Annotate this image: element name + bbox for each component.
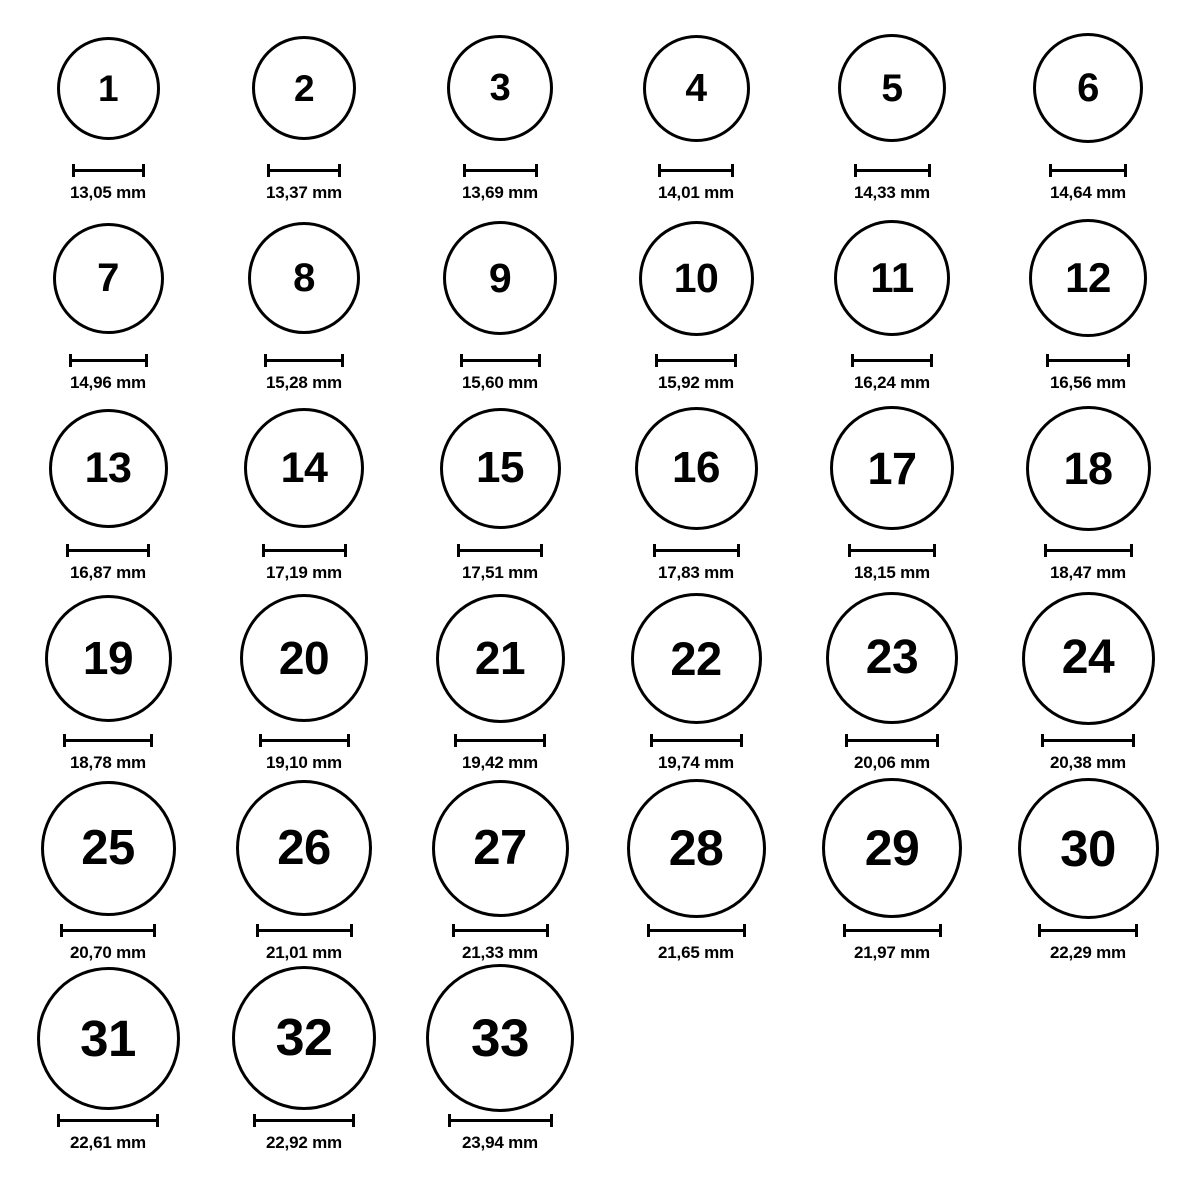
ring-size-cell bbox=[990, 394, 1186, 583]
ring-circle bbox=[826, 592, 958, 724]
diameter-label: 18,15 mm bbox=[854, 563, 930, 582]
ring-circle-wrap bbox=[1033, 14, 1143, 162]
ring-size-cell bbox=[206, 584, 402, 773]
ring-circle-wrap bbox=[53, 204, 164, 352]
ring-size-number: 7 bbox=[97, 256, 119, 300]
ring-circle bbox=[627, 779, 766, 918]
ring-circle bbox=[37, 967, 180, 1110]
diameter-label: 13,05 mm bbox=[70, 183, 146, 202]
ring-size-number: 1 bbox=[97, 67, 119, 109]
ring-size-cell bbox=[206, 14, 402, 203]
diameter-measure bbox=[69, 354, 148, 393]
diameter-label: 22,29 mm bbox=[1050, 943, 1126, 962]
ring-size-number: 21 bbox=[474, 632, 526, 684]
diameter-measure bbox=[1044, 544, 1133, 583]
caliper-icon bbox=[448, 1114, 553, 1126]
diameter-measure bbox=[650, 734, 743, 773]
diameter-measure bbox=[845, 734, 939, 773]
diameter-label: 14,33 mm bbox=[854, 183, 930, 202]
ring-size-number: 25 bbox=[81, 820, 135, 875]
caliper-icon bbox=[845, 734, 939, 746]
caliper-icon bbox=[63, 734, 153, 746]
diameter-measure bbox=[253, 1114, 355, 1153]
diameter-label: 21,97 mm bbox=[854, 943, 930, 962]
ring-circle bbox=[834, 220, 950, 336]
ring-row bbox=[10, 964, 1190, 1154]
diameter-measure bbox=[256, 924, 353, 963]
ring-circle-wrap bbox=[443, 204, 557, 352]
ring-circle-wrap bbox=[834, 204, 950, 352]
ring-circle bbox=[1026, 406, 1151, 531]
diameter-label: 17,19 mm bbox=[266, 563, 342, 582]
ring-circle-wrap bbox=[45, 584, 172, 732]
caliper-icon bbox=[264, 354, 344, 366]
ring-circle bbox=[635, 407, 758, 530]
ring-circle-wrap bbox=[440, 394, 561, 542]
ring-circle-wrap bbox=[57, 14, 160, 162]
ring-circle-wrap bbox=[1018, 774, 1159, 922]
caliper-icon bbox=[267, 164, 341, 176]
ring-circle-wrap bbox=[41, 774, 176, 922]
caliper-icon bbox=[851, 354, 933, 366]
ring-size-cell bbox=[402, 14, 598, 203]
diameter-measure bbox=[1046, 354, 1130, 393]
ring-size-cell bbox=[794, 204, 990, 393]
ring-size-cell bbox=[10, 774, 206, 963]
caliper-icon bbox=[253, 1114, 355, 1126]
ring-size-cell bbox=[206, 774, 402, 963]
ring-size-number: 32 bbox=[275, 1009, 333, 1067]
diameter-measure bbox=[60, 924, 156, 963]
caliper-icon bbox=[460, 354, 541, 366]
ring-circle bbox=[443, 221, 557, 335]
caliper-icon bbox=[647, 924, 746, 936]
ring-size-cell bbox=[990, 584, 1186, 773]
ring-size-cell bbox=[402, 584, 598, 773]
ring-circle bbox=[436, 594, 565, 723]
diameter-label: 18,78 mm bbox=[70, 753, 146, 772]
diameter-measure bbox=[262, 544, 347, 583]
ring-size-cell bbox=[794, 14, 990, 203]
ring-size-cell bbox=[598, 14, 794, 203]
ring-circle-wrap bbox=[447, 14, 553, 162]
caliper-icon bbox=[843, 924, 942, 936]
ring-size-number: 8 bbox=[293, 256, 315, 300]
ring-size-number: 14 bbox=[280, 443, 328, 492]
diameter-measure bbox=[655, 354, 737, 393]
diameter-measure bbox=[448, 1114, 553, 1153]
ring-circle-wrap bbox=[248, 204, 360, 352]
diameter-label: 20,06 mm bbox=[854, 753, 930, 772]
ring-circle-wrap bbox=[838, 14, 946, 162]
caliper-icon bbox=[66, 544, 150, 556]
diameter-label: 19,74 mm bbox=[658, 753, 734, 772]
diameter-label: 23,94 mm bbox=[462, 1133, 538, 1152]
diameter-label: 21,33 mm bbox=[462, 943, 538, 962]
ring-size-number: 6 bbox=[1077, 66, 1099, 110]
ring-size-cell bbox=[598, 204, 794, 393]
diameter-label: 16,56 mm bbox=[1050, 373, 1126, 392]
diameter-measure bbox=[843, 924, 942, 963]
ring-circle-wrap bbox=[822, 774, 962, 922]
ring-circle bbox=[631, 593, 762, 724]
ring-size-number: 3 bbox=[489, 67, 511, 109]
diameter-label: 14,96 mm bbox=[70, 373, 146, 392]
ring-size-cell bbox=[10, 204, 206, 393]
diameter-measure bbox=[647, 924, 746, 963]
ring-circle bbox=[440, 408, 561, 529]
ring-circle bbox=[1033, 33, 1143, 143]
diameter-label: 22,92 mm bbox=[266, 1133, 342, 1152]
ring-row bbox=[10, 14, 1190, 204]
ring-row bbox=[10, 394, 1190, 584]
ring-size-cell bbox=[990, 774, 1186, 963]
ring-circle bbox=[45, 595, 172, 722]
caliper-icon bbox=[452, 924, 549, 936]
ring-size-number: 28 bbox=[668, 820, 724, 876]
ring-size-cell bbox=[10, 14, 206, 203]
ring-size-number: 27 bbox=[473, 820, 527, 875]
ring-circle-wrap bbox=[37, 964, 180, 1112]
ring-circle-wrap bbox=[240, 584, 368, 732]
ring-size-number: 16 bbox=[672, 443, 720, 492]
ring-size-cell bbox=[10, 584, 206, 773]
ring-circle-wrap bbox=[635, 394, 758, 542]
ring-circle bbox=[838, 34, 946, 142]
ring-circle bbox=[248, 222, 360, 334]
ring-size-number: 22 bbox=[670, 631, 722, 685]
diameter-label: 14,64 mm bbox=[1050, 183, 1126, 202]
ring-circle-wrap bbox=[826, 584, 958, 732]
ring-size-cell bbox=[794, 394, 990, 583]
ring-circle bbox=[639, 221, 754, 336]
ring-circle bbox=[252, 36, 356, 140]
diameter-label: 16,24 mm bbox=[854, 373, 930, 392]
diameter-label: 14,01 mm bbox=[658, 183, 734, 202]
ring-size-number: 26 bbox=[277, 820, 331, 875]
ring-size-cell bbox=[402, 774, 598, 963]
caliper-icon bbox=[463, 164, 538, 176]
ring-circle-wrap bbox=[830, 394, 954, 542]
caliper-icon bbox=[1044, 544, 1133, 556]
diameter-label: 21,65 mm bbox=[658, 943, 734, 962]
ring-size-cell bbox=[206, 394, 402, 583]
ring-size-number: 9 bbox=[488, 254, 512, 301]
diameter-measure bbox=[452, 924, 549, 963]
ring-circle bbox=[822, 778, 962, 918]
ring-circle bbox=[643, 35, 750, 142]
ring-size-cell bbox=[402, 964, 598, 1153]
ring-circle bbox=[240, 594, 368, 722]
ring-size-number: 17 bbox=[867, 442, 917, 494]
caliper-icon bbox=[262, 544, 347, 556]
ring-circle bbox=[53, 223, 164, 334]
caliper-icon bbox=[72, 164, 145, 176]
caliper-icon bbox=[650, 734, 743, 746]
ring-circle-wrap bbox=[1029, 204, 1147, 352]
ring-size-number: 5 bbox=[881, 66, 903, 110]
diameter-measure bbox=[460, 354, 541, 393]
ring-size-number: 24 bbox=[1061, 631, 1115, 684]
diameter-measure bbox=[57, 1114, 159, 1153]
caliper-icon bbox=[457, 544, 543, 556]
ring-size-cell bbox=[206, 204, 402, 393]
caliper-icon bbox=[57, 1114, 159, 1126]
ring-circle-wrap bbox=[432, 774, 569, 922]
ring-size-cell bbox=[598, 584, 794, 773]
ring-size-number: 33 bbox=[471, 1008, 529, 1068]
ring-circle-wrap bbox=[1022, 584, 1155, 732]
diameter-measure bbox=[70, 164, 146, 203]
caliper-icon bbox=[60, 924, 156, 936]
ring-circle-wrap bbox=[639, 204, 754, 352]
ring-size-cell bbox=[10, 964, 206, 1153]
caliper-icon bbox=[256, 924, 353, 936]
diameter-label: 19,10 mm bbox=[266, 753, 342, 772]
ring-circle bbox=[244, 408, 364, 528]
diameter-label: 19,42 mm bbox=[462, 753, 538, 772]
ring-size-number: 20 bbox=[278, 632, 330, 684]
caliper-icon bbox=[658, 164, 734, 176]
ring-circle bbox=[426, 964, 574, 1112]
caliper-icon bbox=[653, 544, 740, 556]
caliper-icon bbox=[1041, 734, 1135, 746]
diameter-measure bbox=[1038, 924, 1138, 963]
ring-size-cell bbox=[598, 774, 794, 963]
ring-circle-wrap bbox=[49, 394, 168, 542]
diameter-label: 18,47 mm bbox=[1050, 563, 1126, 582]
ring-circle-wrap bbox=[236, 774, 372, 922]
ring-circle-wrap bbox=[627, 774, 766, 922]
diameter-measure bbox=[1041, 734, 1135, 773]
ring-circle-wrap bbox=[1026, 394, 1151, 542]
ring-circle bbox=[232, 966, 376, 1110]
caliper-icon bbox=[1049, 164, 1127, 176]
ring-size-number: 15 bbox=[476, 443, 524, 492]
caliper-icon bbox=[69, 354, 148, 366]
ring-size-number: 10 bbox=[673, 254, 719, 301]
caliper-icon bbox=[1038, 924, 1138, 936]
ring-circle bbox=[830, 406, 954, 530]
diameter-label: 21,01 mm bbox=[266, 943, 342, 962]
ring-size-number: 31 bbox=[80, 1009, 136, 1067]
caliper-icon bbox=[259, 734, 350, 746]
diameter-label: 13,69 mm bbox=[462, 183, 538, 202]
ring-circle bbox=[1022, 592, 1155, 725]
ring-circle bbox=[1018, 778, 1159, 919]
ring-size-number: 4 bbox=[685, 66, 707, 110]
ring-size-number: 18 bbox=[1063, 442, 1113, 494]
ring-circle-wrap bbox=[643, 14, 750, 162]
ring-row bbox=[10, 204, 1190, 394]
ring-size-number: 29 bbox=[864, 820, 920, 876]
ring-size-number: 19 bbox=[82, 632, 134, 684]
ring-size-number: 30 bbox=[1060, 819, 1116, 877]
diameter-measure bbox=[848, 544, 936, 583]
diameter-label: 15,28 mm bbox=[266, 373, 342, 392]
ring-circle-wrap bbox=[426, 964, 574, 1112]
diameter-measure bbox=[854, 164, 931, 203]
ring-size-number: 23 bbox=[865, 631, 919, 684]
diameter-measure bbox=[1049, 164, 1127, 203]
ring-circle-wrap bbox=[436, 584, 565, 732]
diameter-measure bbox=[259, 734, 350, 773]
diameter-label: 13,37 mm bbox=[266, 183, 342, 202]
ring-size-number: 12 bbox=[1065, 254, 1111, 301]
ring-size-cell bbox=[794, 584, 990, 773]
ring-circle bbox=[57, 37, 160, 140]
ring-size-cell bbox=[10, 394, 206, 583]
ring-circle bbox=[1029, 219, 1147, 337]
diameter-measure bbox=[63, 734, 153, 773]
ring-circle bbox=[236, 780, 372, 916]
diameter-measure bbox=[454, 734, 546, 773]
ring-size-cell bbox=[598, 394, 794, 583]
diameter-measure bbox=[264, 354, 344, 393]
caliper-icon bbox=[655, 354, 737, 366]
diameter-label: 16,87 mm bbox=[70, 563, 146, 582]
diameter-measure bbox=[462, 164, 538, 203]
diameter-label: 20,70 mm bbox=[70, 943, 146, 962]
ring-circle bbox=[41, 781, 176, 916]
diameter-label: 15,60 mm bbox=[462, 373, 538, 392]
diameter-measure bbox=[266, 164, 342, 203]
ring-size-cell bbox=[990, 204, 1186, 393]
diameter-label: 20,38 mm bbox=[1050, 753, 1126, 772]
ring-circle-wrap bbox=[232, 964, 376, 1112]
ring-row bbox=[10, 774, 1190, 964]
ring-circle bbox=[49, 409, 168, 528]
caliper-icon bbox=[454, 734, 546, 746]
diameter-label: 15,92 mm bbox=[658, 373, 734, 392]
ring-row bbox=[10, 584, 1190, 774]
caliper-icon bbox=[1046, 354, 1130, 366]
ring-size-cell bbox=[402, 394, 598, 583]
diameter-label: 22,61 mm bbox=[70, 1133, 146, 1152]
diameter-label: 17,51 mm bbox=[462, 563, 538, 582]
ring-size-number: 13 bbox=[84, 443, 132, 492]
ring-size-cell bbox=[206, 964, 402, 1153]
diameter-measure bbox=[457, 544, 543, 583]
diameter-measure bbox=[658, 164, 734, 203]
ring-circle-wrap bbox=[631, 584, 762, 732]
ring-circle bbox=[447, 35, 553, 141]
ring-size-number: 2 bbox=[293, 67, 315, 109]
diameter-measure bbox=[66, 544, 150, 583]
ring-circle-wrap bbox=[244, 394, 364, 542]
diameter-measure bbox=[653, 544, 740, 583]
caliper-icon bbox=[848, 544, 936, 556]
ring-circle-wrap bbox=[252, 14, 356, 162]
ring-size-cell bbox=[990, 14, 1186, 203]
caliper-icon bbox=[854, 164, 931, 176]
ring-size-number: 11 bbox=[870, 254, 914, 301]
ring-size-cell bbox=[794, 774, 990, 963]
ring-size-cell bbox=[402, 204, 598, 393]
ring-circle bbox=[432, 780, 569, 917]
diameter-measure bbox=[851, 354, 933, 393]
diameter-label: 17,83 mm bbox=[658, 563, 734, 582]
